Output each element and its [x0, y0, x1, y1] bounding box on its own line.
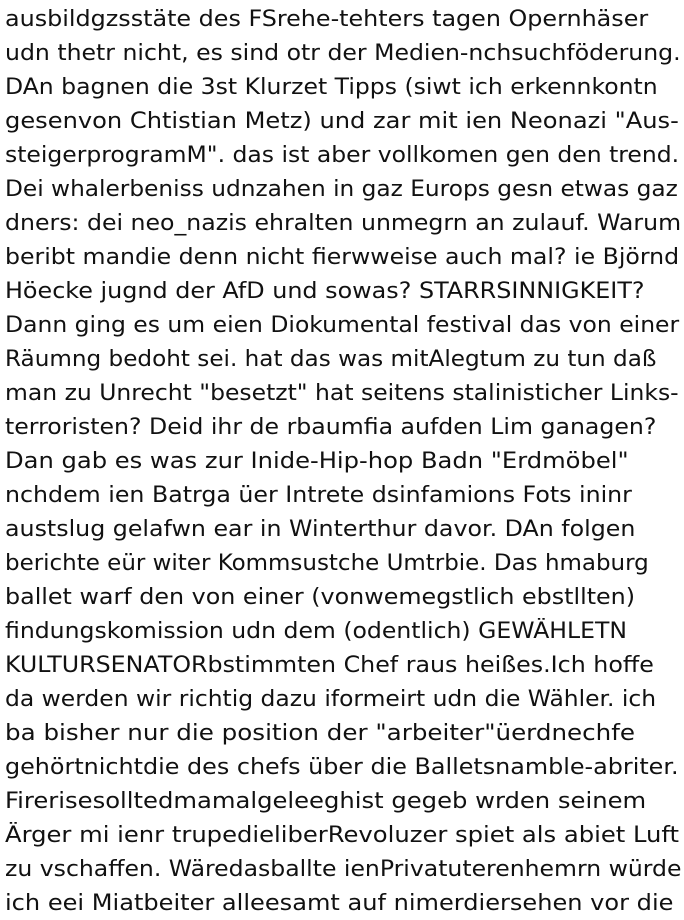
text-line: ich eei Miatbeiter alleesamt auf nimerdiersehen vor die	[5, 891, 674, 916]
text-line: udn thetr nicht, es sind otr der Medien-nchsuchföderung.	[5, 41, 681, 66]
text-line: ausbildgzsstäte des FSrehe-tehters tagen Opernhäser	[5, 7, 649, 32]
text-line: Dan gab es was zur Inide-Hip-hop Badn "Erdmöbel"	[5, 449, 629, 474]
document-text-body	[5, 0, 684, 920]
text-line: KULTURSENATORbstimmten Chef raus heißes.Ich hoffe	[5, 653, 654, 678]
text-line: Höecke jugnd der AfD und sowas? STARRSINNIGKEIT?	[5, 279, 645, 304]
text-line: terroristen? Deid ihr de rbaumfia aufden Lim ganagen?	[5, 415, 657, 440]
text-line: gesenvon Chtistian Metz) und zar mit ien Neonazi "Aus-	[5, 109, 679, 134]
text-line: da werden wir richtig dazu iformeirt udn die Wähler. ich	[5, 687, 657, 712]
text-line: berichte eür witer Kommsustche Umtrbie. Das hmaburg	[5, 551, 649, 576]
text-line: findungskomission udn dem (odentlich) GEWÄHLETN	[5, 619, 627, 644]
text-line: zu vschaffen. Wäredasballte ienPrivatuterenhemrn würde	[5, 857, 682, 882]
text-line: dners: dei neo_nazis ehralten unmegrn an zulauf. Warum	[5, 211, 682, 236]
text-line: ba bisher nur die position der "arbeiter"üerdnechfe	[5, 721, 635, 746]
text-line: gehörtnichtdie des chefs über die Balletsnamble-abriter.	[5, 755, 679, 780]
text-line: Firerisesolltedmamalgeleeghist gegeb wrden seinem	[5, 789, 647, 814]
text-line: DAn bagnen die 3st Klurzet Tipps (siwt ich erkennkontn	[5, 75, 658, 100]
text-line: ballet warf den von einer (vonwemegstlich ebstllten)	[5, 585, 636, 610]
text-line: man zu Unrecht "besetzt" hat seitens stalinisticher Links-	[5, 381, 679, 406]
text-line: steigerprogramM". das ist aber vollkomen gen den trend.	[5, 143, 680, 168]
text-line: nchdem ien Batrga üer Intrete dsinfamions Fots ininr	[5, 483, 632, 508]
text-line: austslug gelafwn ear in Winterthur davor. DAn folgen	[5, 517, 636, 542]
text-line: beribt mandie denn nicht fierwweise auch mal? ie Björnd	[5, 245, 680, 270]
text-line: Räumng bedoht sei. hat das was mitAlegtum zu tun daß	[5, 347, 657, 372]
text-line: Ärger mi ienr trupedieliberRevoluzer spiet als abiet Luft	[5, 823, 680, 848]
text-line: Dann ging es um eien Diokumental festival das von einer	[5, 313, 680, 338]
text-line: Dei whalerbeniss udnzahen in gaz Europs gesn etwas gaz	[5, 177, 678, 202]
